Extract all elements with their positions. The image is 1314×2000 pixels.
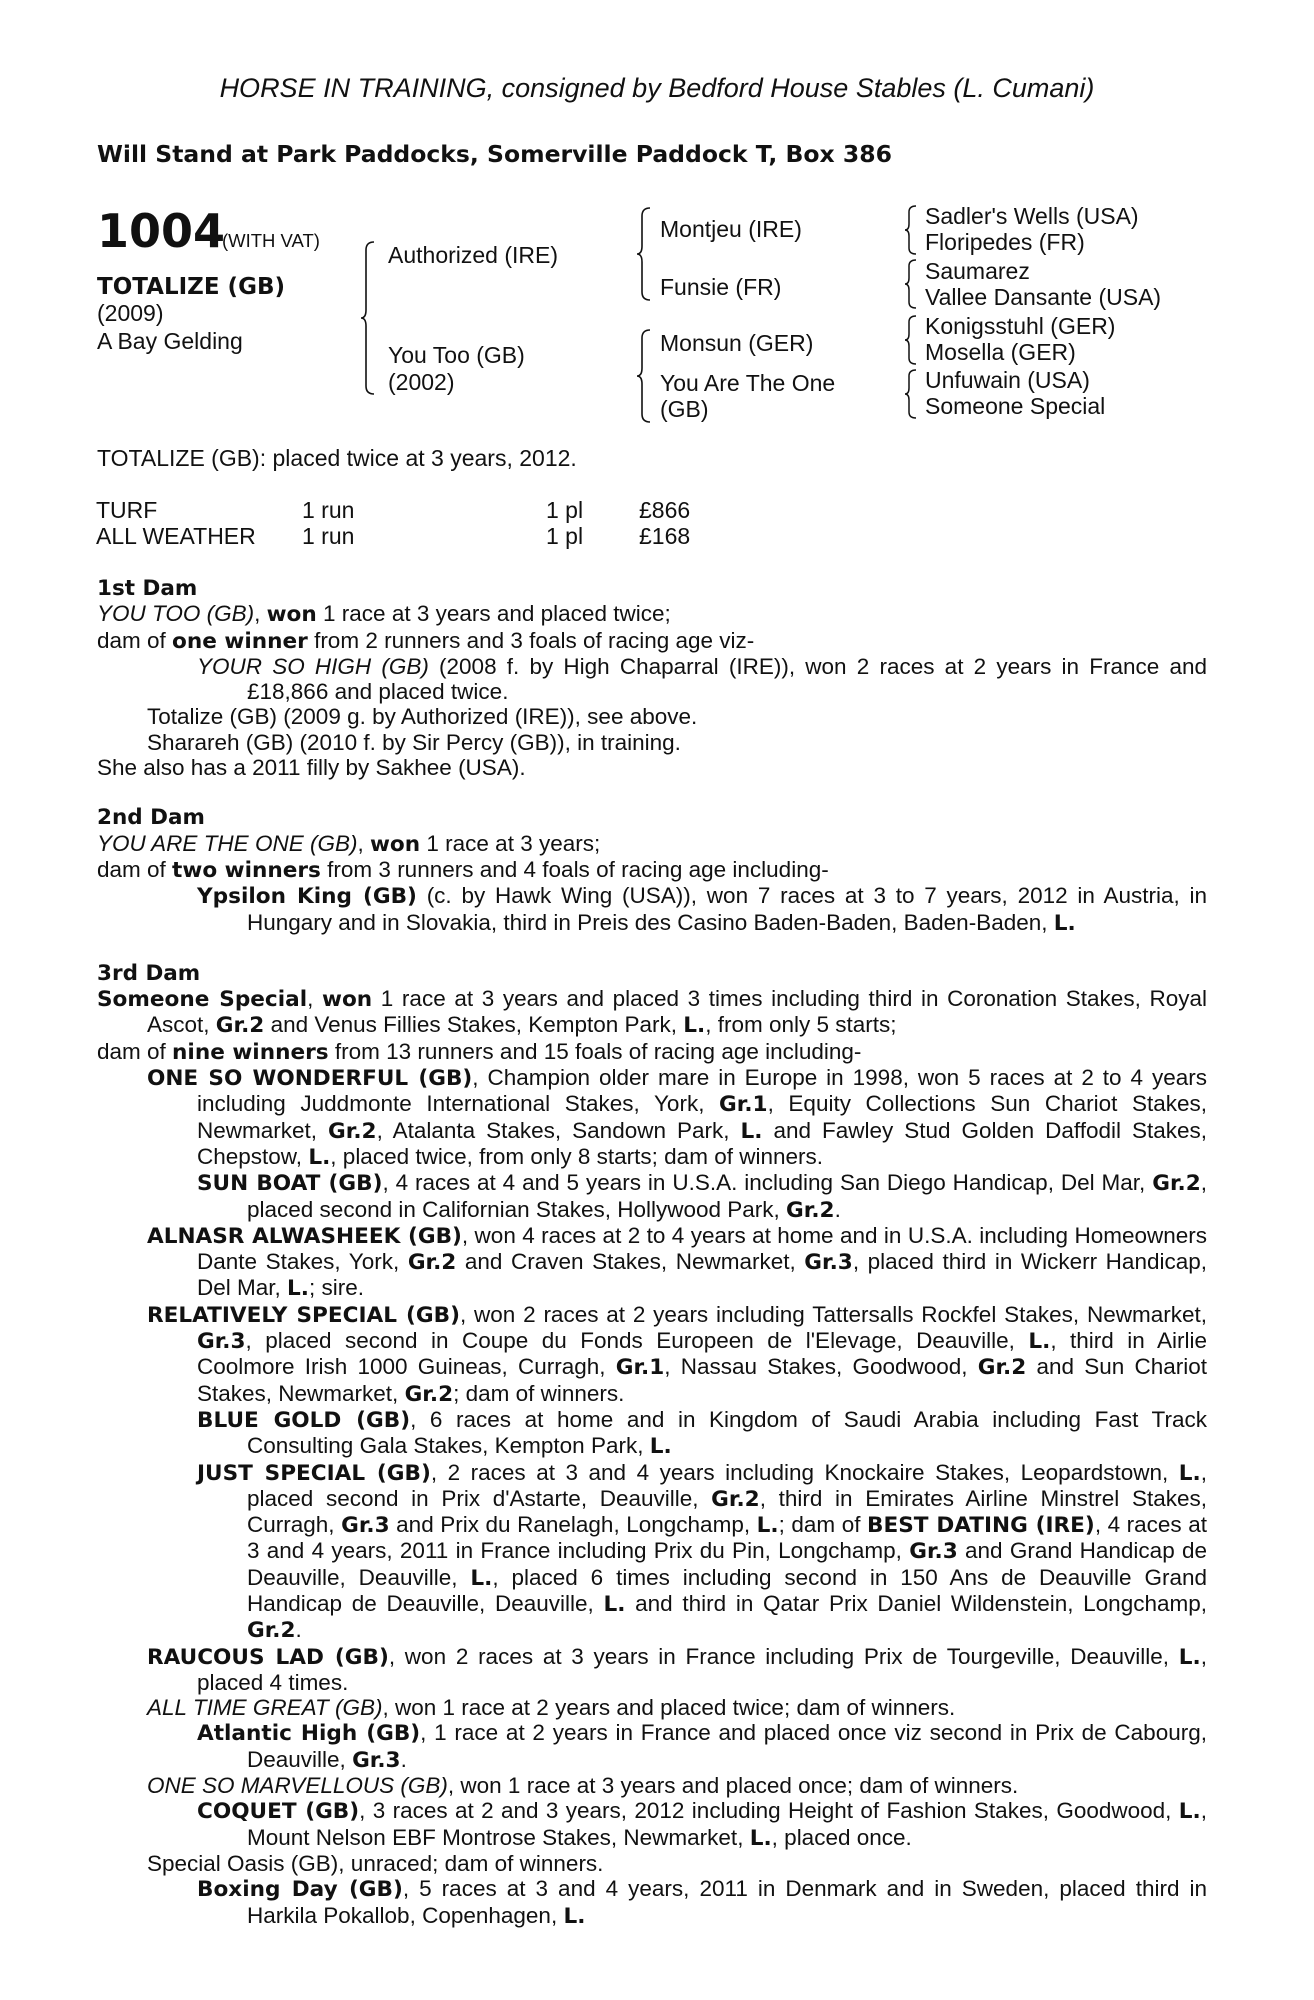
race-summary: TOTALIZE (GB): placed twice at 3 years, 2012.: [97, 445, 577, 471]
pedigree-sire-dam: Funsie (FR): [660, 274, 782, 300]
pedigree-sdd: Vallee Dansante (USA): [925, 284, 1162, 310]
pedigree-brace-sd: [904, 258, 920, 310]
pedigree-sss: Sadler's Wells (USA): [925, 203, 1139, 229]
pedigree-dam-year: (2002): [388, 369, 455, 395]
vat-note: (WITH VAT): [222, 230, 320, 251]
pedigree-dam-sire: Monsun (GER): [660, 330, 814, 356]
first-dam-text: YOU TOO (GB), won 1 race at 3 years and placed twice;: [97, 601, 671, 628]
pedigree-brace-sire: [636, 206, 656, 302]
horse-name: TOTALIZE (GB): [97, 274, 285, 300]
pedigree-brace-ds: [904, 314, 920, 366]
pedigree-ssd: Floripedes (FR): [925, 229, 1085, 255]
table-row: TURF 1 run 1 pl £866: [96, 497, 691, 523]
pedigree-sire-sire: Montjeu (IRE): [660, 216, 802, 242]
pedigree-brace-ss: [904, 204, 920, 256]
pedigree-brace-dam: [636, 328, 656, 424]
stand-location: Will Stand at Park Paddocks, Somerville Paddock T, Box 386: [97, 140, 892, 168]
horse-description: A Bay Gelding: [97, 328, 243, 354]
pedigree-dss: Konigsstuhl (GER): [925, 313, 1116, 339]
pedigree-dds: Unfuwain (USA): [925, 367, 1090, 393]
dam-produce-record: 1st Dam YOU TOO (GB), won 1 race at 3 years and placed twice; dam of one winner from 2 runners and 3 foals of racing age viz- YOUR SO HIGH (GB) (2008 f. by High Chaparral (IRE)), won 2 races at 2 years in France and £18,866 and placed twice. Totalize (GB) (2009 g. by Authorized (IRE)), see above. Sharareh (GB) (2010 f. by Sir Percy (GB)), in training. She also has a 2011 filly by Sakhee (USA). 2nd Dam YOU ARE THE ONE (GB), won 1 race at 3 years; dam of two winners from 3 runners and 4 foals of racing age including- Ypsilon King (GB) (c. by Hawk Wing (USA)), won 7 races at 3 to 7 years, 2012 in Austria, in Hungary and in Slovakia, third in Preis des Casino Baden-Baden, Baden-Baden, L. 3rd Dam Someone Special, won 1 race at 3 years and placed 3 times including third in Coronation Stakes, Royal Ascot, Gr.2 and Venus Fillies Stakes, Kempton Park, L., from only 5 starts; dam of nine winners from 13 runners and 15 foals of racing age including- ONE SO WONDERFUL (GB), Champion older mare in Europe in 1998, won 5 races at 2 to 4 years including Juddmonte International Stakes, York, Gr.1, Equity Collections Sun Chariot Stakes, Newmarket, Gr.2, Atalanta Stakes, Sandown Park, L. and Fawley Stud Golden Daffodil Stakes, Chepstow, L., placed twice, from only 8 starts; dam of winners. SUN BOAT (GB), 4 races at 4 and 5 years in U.S.A. including San Diego Handicap, Del Mar, Gr.2, placed second in Californian Stakes, Hollywood Park, Gr.2. ALNASR ALWASHEEK (GB), won 4 races at 2 to 4 years at home and in U.S.A. including Homeowners Dante Stakes, York, Gr.2 and Craven Stakes, Newmarket, Gr.3, placed third in Wickerr Handicap, Del Mar, L.; sire. RELATIVELY SPECIAL (GB), won 2 races at 2 years including Tattersalls Rockfel Stakes, Newmarket, Gr.3, placed second in Coupe du Fonds Europeen de l'Elevage, Deauville, L., third in Airlie Coolmore Irish 1000 Guineas, Curragh, Gr.1, Nassau Stakes, Goodwood, Gr.2 and Sun Chariot Stakes, Newmarket, Gr.2; dam of winners. BLUE GOLD (GB), 6 races at home and in Kingdom of Saudi Arabia including Fast Track Consulting Gala Stakes, Kempton Park, L. JUST SPECIAL (GB), 2 races at 3 and 4 years including Knockaire Stakes, Leopardstown, L., placed second in Prix d'Astarte, Deauville, Gr.2, third in Emirates Airline Minstrel Stakes, Curragh, Gr.3 and Prix du Ranelagh, Longchamp, L.; dam of BEST DATING (IRE), 4 races at 3 and 4 years, 2011 in France including Prix du Pin, Longchamp, Gr.3 and Grand Handicap de Deauville, Deauville, L., placed 6 times including second in 150 Ans de Deauville Grand Handicap de Deauville, Deauville, L. and third in Qatar Prix Daniel Wildenstein, Longchamp, Gr.2. RAUCOUS LAD (GB), won 2 races at 3 years in France including Prix de Tourgeville, Deauville, L., placed 4 times. ALL TIME GREAT (GB), won 1 race at 2 years and placed twice; dam of winners. Atlantic High (GB), 1 race at 2 years in France and placed once viz second in Prix de Cabourg, Deauville, Gr.3. ONE SO MARVELLOUS (GB), won 1 race at 3 years and placed once; dam of winners. COQUET (GB), 3 races at 2 and 3 years, 2012 including Height of Fashion Stakes, Goodwood, L., Mount Nelson EBF Montrose Stakes, Newmarket, L., placed once. Special Oasis (GB), unraced; dam of winners. Boxing Day (GB), 5 races at 3 and 4 years, 2011 in Denmark and in Sweden, placed third in Harkila Pokallob, Copenhagen, L.: [97, 576, 1208, 1929]
second-dam-heading: 2nd Dam: [97, 805, 205, 831]
pedigree-brace-main: [360, 240, 380, 396]
lot-number: 1004: [97, 204, 226, 258]
pedigree-ddd: Someone Special: [925, 393, 1106, 419]
pedigree-dam: You Too (GB): [388, 342, 525, 368]
third-dam-heading: 3rd Dam: [97, 960, 201, 986]
pedigree-dam-dam: You Are The One: [660, 370, 836, 396]
table-row: ALL WEATHER 1 run 1 pl £168: [96, 523, 691, 549]
pedigree-dsd: Mosella (GER): [925, 339, 1076, 365]
first-dam-heading: 1st Dam: [97, 576, 198, 601]
pedigree-brace-dd: [904, 368, 920, 420]
pedigree-sire: Authorized (IRE): [388, 242, 559, 268]
foaling-year: (2009): [97, 300, 164, 326]
pedigree-dam-dam-cont: (GB): [660, 396, 709, 422]
race-record-table: [96, 497, 690, 549]
pedigree-sds: Saumarez: [925, 258, 1030, 284]
page-header: HORSE IN TRAINING, consigned by Bedford House Stables (L. Cumani): [219, 73, 1095, 103]
